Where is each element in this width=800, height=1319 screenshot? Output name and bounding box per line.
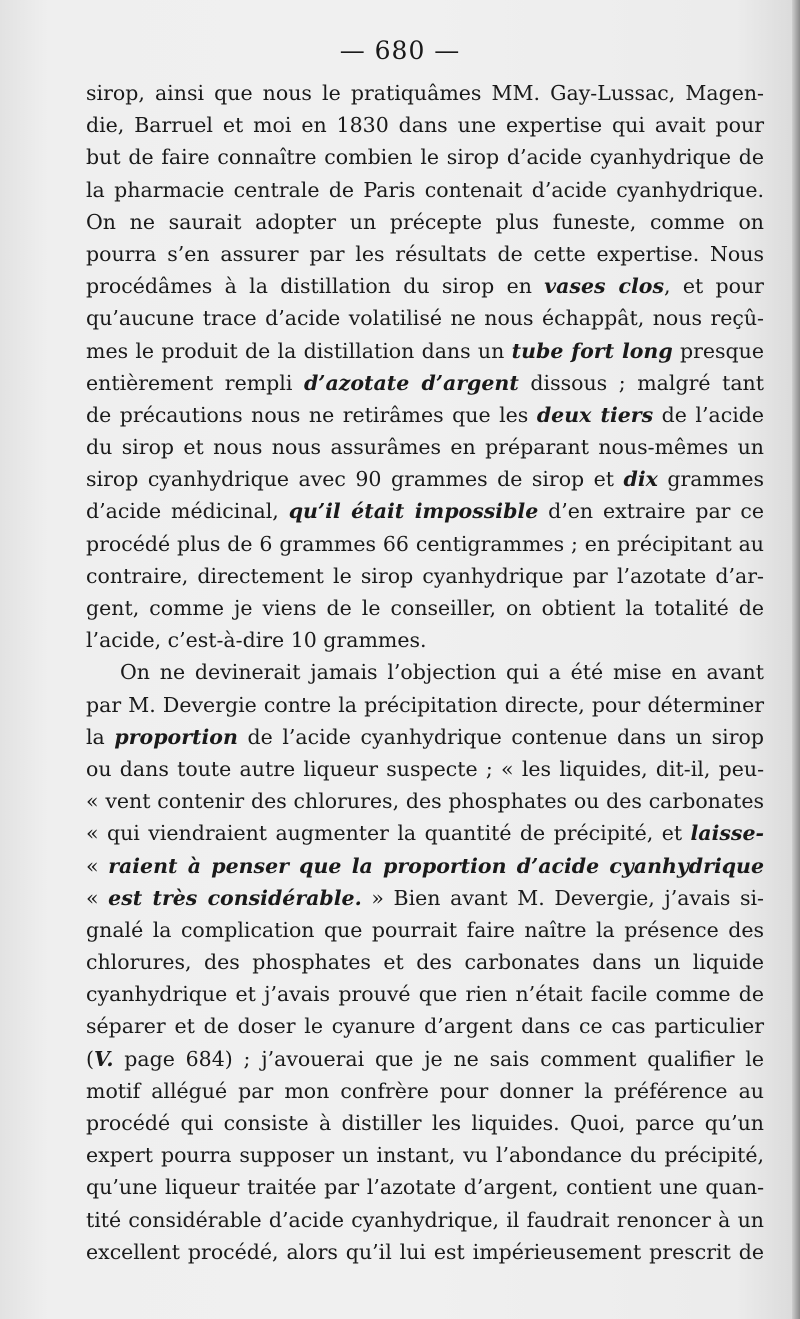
text-run: sirop, ainsi que nous le pratiquâmes MM. Gay-Lussac, Magen- <box>86 81 764 105</box>
text-run: l’acide, c’est-à-dire 10 grammes. <box>86 628 427 653</box>
page-number: — 680 — <box>339 36 461 65</box>
page-edge-shadow <box>792 0 800 1319</box>
text-line <box>86 785 764 817</box>
text-line <box>86 399 764 431</box>
text-line <box>86 528 764 560</box>
text-run: par M. Devergie contre la précipitation directe, pour déterminer <box>86 692 764 717</box>
text-run: dissous ; malgré tant <box>518 370 764 395</box>
text-line <box>86 1043 764 1075</box>
italic-run: laisse- <box>690 821 764 846</box>
text-line <box>86 753 764 785</box>
text-line <box>86 817 764 849</box>
text-run: grammes <box>657 467 764 492</box>
text-run: but de faire connaître combien le sirop d’acide cyanhydrique de <box>86 145 764 170</box>
text-line <box>86 1107 764 1139</box>
italic-run: V. <box>94 1046 114 1071</box>
text-line <box>86 270 764 302</box>
text-run: de l’acide <box>653 402 765 427</box>
italic-run: raient à penser que la proportion d’acide cyanhydrique <box>108 853 765 878</box>
text-run: d’en extraire par ce <box>538 499 764 524</box>
text-line <box>86 624 764 656</box>
text-run: « vent contenir des chlorures, des phosphates ou des carbonates <box>86 789 764 814</box>
text-line <box>86 850 764 882</box>
text-line <box>86 463 764 495</box>
text-line <box>86 978 764 1010</box>
text-run: d’acide médicinal, <box>86 499 289 524</box>
text-run: motif allégué par mon confrère pour donner la préférence au <box>86 1078 764 1103</box>
text-run: ou dans toute autre liqueur suspecte ; « les liquides, dit-il, peu- <box>86 756 764 781</box>
text-line <box>86 560 764 592</box>
text-line <box>86 77 764 109</box>
italic-run: tube fort long <box>511 338 673 363</box>
text-line <box>86 174 764 206</box>
text-line <box>86 721 764 753</box>
text-run: qu’une liqueur traitée par l’azotate d’argent, contient une quan- <box>86 1175 764 1200</box>
text-run: die, Barruel et moi en 1830 dans une expertise qui avait pour <box>86 113 764 138</box>
text-run: pourra s’en assurer par les résultats de cette expertise. Nous <box>86 241 764 266</box>
text-run: On ne devinerait jamais l’objection qui a été mise en avant <box>120 660 764 685</box>
italic-run: vases clos <box>544 274 664 299</box>
text-run: » Bien avant M. Devergie, j’avais si- <box>361 885 764 910</box>
text-run: expert pourra supposer un instant, vu l’abondance du précipité, <box>86 1143 764 1168</box>
text-run: On ne saurait adopter un précepte plus funeste, comme on <box>86 209 764 234</box>
text-line <box>86 592 764 624</box>
text-run: excellent procédé, alors qu’il lui est impérieusement prescrit de <box>86 1239 764 1264</box>
body-text <box>86 77 764 1268</box>
text-run: cyanhydrique et j’avais prouvé que rien n’était facile comme de <box>86 982 764 1007</box>
text-line <box>86 367 764 399</box>
text-run: la pharmacie centrale de Paris contenait d’acide cyanhydrique. <box>86 177 764 202</box>
text-line <box>86 1236 764 1268</box>
text-run: contraire, directement le sirop cyanhydrique par l’azotate d’ar- <box>86 563 764 588</box>
text-run: de l’acide cyanhydrique contenue dans un sirop <box>237 724 764 749</box>
text-run: presque <box>672 338 764 363</box>
text-line <box>86 1139 764 1171</box>
text-run: tité considérable d’acide cyanhydrique, il faudrait renoncer à un <box>86 1207 764 1232</box>
italic-run: dix <box>623 467 658 492</box>
text-line <box>86 109 764 141</box>
text-line <box>86 302 764 334</box>
text-line <box>86 946 764 978</box>
text-line <box>86 1010 764 1042</box>
text-line <box>86 1204 764 1236</box>
text-line <box>86 238 764 270</box>
text-run: de précautions nous ne retirâmes que les <box>86 402 537 427</box>
text-line <box>86 141 764 173</box>
text-line <box>86 656 764 688</box>
text-run: sirop cyanhydrique avec 90 grammes de sirop et <box>86 467 624 492</box>
text-line <box>86 495 764 527</box>
text-run: , et pour <box>663 274 764 299</box>
text-run: la <box>86 724 115 749</box>
text-line <box>86 914 764 946</box>
text-run: séparer et de doser le cyanure d’argent dans ce cas particulier <box>86 1014 764 1039</box>
italic-run: d’azotate d’argent <box>303 370 519 395</box>
text-run: du sirop et nous nous assurâmes en préparant nous-mêmes un <box>86 435 764 460</box>
text-run: « <box>86 853 109 878</box>
italic-run: est très considérable. <box>108 885 362 910</box>
text-line <box>86 1171 764 1203</box>
italic-run: qu’il était impossible <box>288 499 539 524</box>
text-run: « <box>86 885 109 910</box>
text-line <box>86 206 764 238</box>
text-run: page 684) ; j’avouerai que je ne sais comment qualifier le <box>113 1046 764 1071</box>
text-run: procédé qui consiste à distiller les liquides. Quoi, parce qu’un <box>86 1111 764 1135</box>
text-run: chlorures, des phosphates et des carbonates dans un liquide <box>86 950 764 975</box>
italic-run: proportion <box>114 724 238 749</box>
text-run: gent, comme je viens de le conseiller, on obtient la totalité de <box>86 596 764 620</box>
text-run: procédâmes à la distillation du sirop en <box>86 274 545 299</box>
text-run: mes le produit de la distillation dans un <box>86 338 512 363</box>
text-line <box>86 431 764 463</box>
text-line <box>86 1075 764 1107</box>
text-run: qu’aucune trace d’acide volatilisé ne nous échappât, nous reçû- <box>86 306 764 331</box>
text-line <box>86 335 764 367</box>
text-run: gnalé la complication que pourrait faire naître la présence des <box>86 917 764 942</box>
italic-run: deux tiers <box>536 402 654 427</box>
text-run: procédé plus de 6 grammes 66 centigrammes ; en précipitant au <box>86 531 764 556</box>
text-line <box>86 689 764 721</box>
text-run: ( <box>86 1046 94 1071</box>
text-line <box>86 882 764 914</box>
text-run: entièrement rempli <box>86 370 304 395</box>
text-run: « qui viendraient augmenter la quantité de précipité, et <box>86 821 691 846</box>
